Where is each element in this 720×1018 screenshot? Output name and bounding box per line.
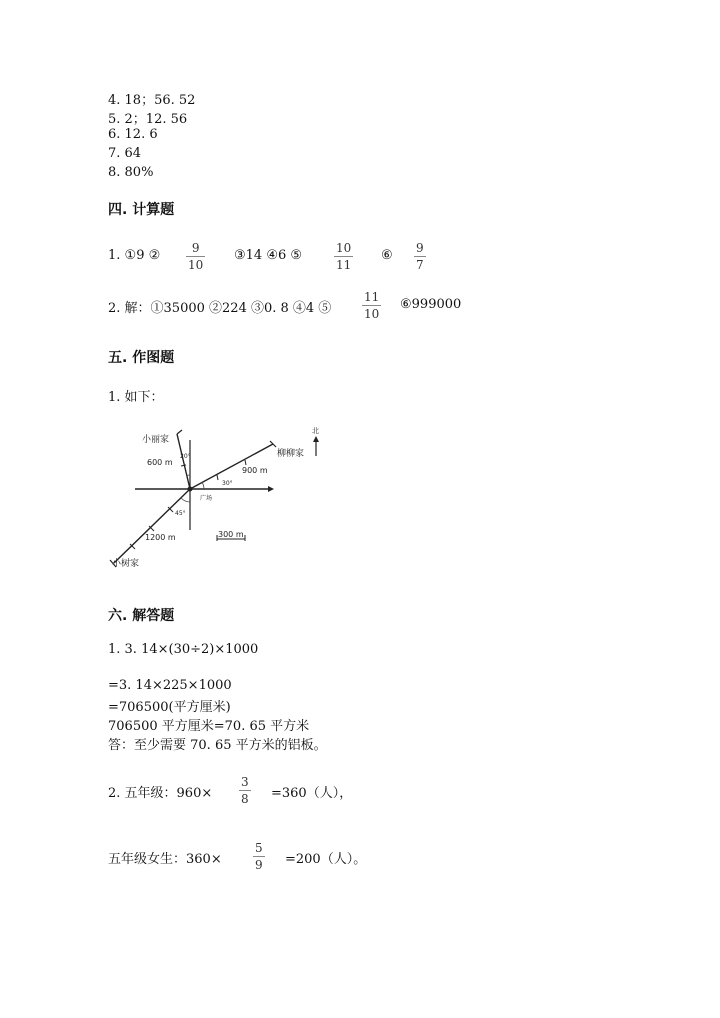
- route-to-xiaoxiao: [114, 489, 190, 563]
- plaza-label: 广场: [200, 495, 213, 502]
- fraction-3-8: [239, 775, 251, 806]
- plaza-point: [188, 487, 193, 492]
- angle-45-label: 45°: [175, 510, 186, 517]
- distance-600-label: 600 m: [147, 458, 173, 467]
- xiaoli-label: 小丽家: [142, 435, 170, 445]
- fraction-11-10: [362, 290, 381, 321]
- q6-1-line1: 1. 3. 14×(30÷2)×1000: [108, 642, 259, 657]
- angle-arc-30: [202, 482, 204, 489]
- section-6-title: 六. 解答题: [108, 608, 175, 624]
- numerator: 9: [416, 241, 424, 255]
- numerator: 3: [241, 775, 249, 789]
- liuliu-label: 柳柳家: [277, 449, 305, 459]
- tick: [245, 460, 246, 465]
- denominator: 8: [241, 792, 249, 806]
- xiaoxiao-label: 小树家: [112, 559, 140, 569]
- denominator: 7: [416, 258, 424, 272]
- liuliu-end-mark: [270, 441, 276, 447]
- section-4-title: 四. 计算题: [108, 202, 175, 218]
- q6-1-line4: 706500 平方厘米=70. 65 平方米: [108, 719, 310, 734]
- east-arrow: [268, 486, 274, 492]
- section-5-title: 五. 作图题: [108, 350, 175, 366]
- fraction-10-11: [334, 241, 353, 272]
- denominator: 10: [188, 258, 204, 272]
- route-to-xiaoli: [177, 434, 190, 489]
- q6-3-part1: 五年级女生：360×: [108, 852, 222, 867]
- xiaoli-end-mark: [177, 430, 182, 434]
- direction-diagram: [100, 420, 340, 580]
- numerator: 10: [336, 241, 352, 255]
- north-label: 北: [312, 427, 319, 435]
- q4-1-part1: 1. ①9 ②: [108, 248, 161, 263]
- fraction-9-7: [414, 241, 426, 272]
- tick: [217, 475, 218, 480]
- angle-arc-45: [181, 498, 190, 502]
- denominator: 10: [364, 307, 380, 321]
- q6-1-line2: =3. 14×225×1000: [108, 678, 232, 693]
- q6-2-part2: =360（人），: [271, 786, 353, 801]
- answer-line-4: 4. 18；56. 52: [108, 93, 196, 108]
- q6-1-answer: 答：至少需要 70. 65 平方米的铝板。: [108, 738, 327, 753]
- q6-3-part2: =200（人）。: [285, 852, 367, 867]
- q5-1-text: 1. 如下：: [108, 390, 164, 405]
- numerator: 11: [364, 290, 380, 304]
- distance-1200-label: 1200 m: [145, 533, 176, 542]
- fraction-5-9: [253, 841, 265, 872]
- q4-1-part2: ③14 ④6 ⑤: [234, 248, 303, 263]
- answer-line-6: 6. 12. 6: [108, 127, 158, 142]
- angle-30-label: 30°: [222, 480, 233, 487]
- scale-label: 300 m: [218, 530, 244, 539]
- q6-1-line3: =706500(平方厘米): [108, 700, 231, 715]
- q4-2-part1: 2. 解：①35000 ②224 ③0. 8 ④4 ⑤: [108, 301, 332, 316]
- numerator: 5: [255, 841, 263, 855]
- distance-900-label: 900 m: [242, 466, 268, 475]
- q4-2-part2: ⑥999000: [400, 297, 462, 312]
- tick: [181, 465, 186, 466]
- q6-2-part1: 2. 五年级：960×: [108, 786, 213, 801]
- denominator: 11: [336, 258, 352, 272]
- angle-20-label: 20°: [180, 453, 191, 460]
- fraction-9-10: [186, 241, 205, 272]
- numerator: 9: [191, 241, 200, 255]
- answer-line-8: 8. 80%: [108, 165, 154, 180]
- denominator: 9: [255, 858, 263, 872]
- q4-1-part3: ⑥: [381, 248, 393, 263]
- north-arrow-head: [313, 436, 319, 442]
- answer-line-7: 7. 64: [108, 146, 142, 161]
- answer-line-5: 5. 2；12. 56: [108, 112, 188, 127]
